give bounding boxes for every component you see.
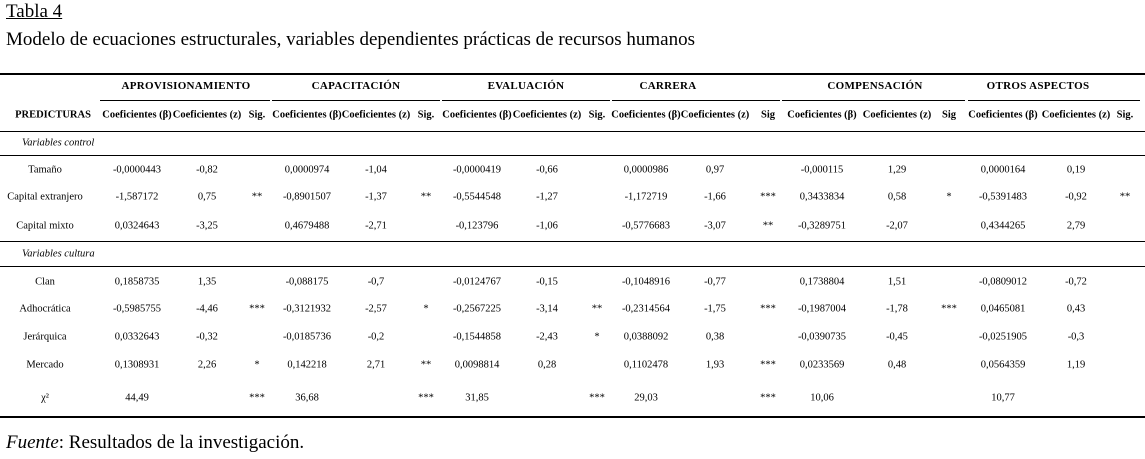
table-cell: -2,43 (536, 331, 558, 343)
table-cell: 10,06 (810, 392, 834, 404)
table-cell: -2,07 (886, 220, 908, 232)
table-rule-3 (0, 241, 1145, 242)
table-cell: 1,35 (197, 276, 217, 288)
table-cell: ** (420, 359, 432, 371)
table-cell: 44,49 (125, 392, 149, 404)
table-cell: -0,5544548 (452, 191, 502, 203)
table-cell: * (254, 359, 260, 371)
table-cell: -0,7 (367, 276, 385, 288)
section-label-control: Variables control (22, 137, 95, 149)
table-cell: *** (760, 392, 776, 404)
table-cell: -0,0185736 (282, 331, 332, 343)
table-cell: -0,77 (704, 276, 726, 288)
table-label: Tabla 4 (6, 1, 63, 22)
table-cell: -1,75 (704, 303, 726, 315)
table-rule-1 (0, 131, 1145, 132)
table-cell: -1,37 (365, 191, 387, 203)
table-cell: -1,78 (886, 303, 908, 315)
column-header: Coeficientes (z) (1041, 109, 1111, 121)
table-cell: -0,72 (1065, 276, 1087, 288)
table-cell: ** (251, 191, 263, 203)
table-cell: -1,66 (704, 191, 726, 203)
column-header: Sig. (1116, 109, 1134, 121)
category-underline (442, 100, 610, 101)
table-cell: -2,71 (365, 220, 387, 232)
table-cell: -0,0000419 (452, 164, 502, 176)
column-header: Coeficientes (β) (272, 109, 342, 121)
table-cell: *** (249, 392, 265, 404)
table-cell: -1,587172 (115, 191, 159, 203)
table-cell: 2,26 (197, 359, 217, 371)
row-label: Mercado (26, 359, 64, 371)
table-cell: 0,0324643 (114, 220, 160, 232)
table-cell: -0,66 (536, 164, 558, 176)
table-cell: ** (591, 303, 603, 315)
table-cell: 0,4679488 (284, 220, 330, 232)
table-cell: -0,5391483 (978, 191, 1028, 203)
table-cell: 0,3433834 (799, 191, 845, 203)
table-cell: -0,123796 (455, 220, 499, 232)
table-cell: 0,142218 (287, 359, 327, 371)
table-cell: * (946, 191, 952, 203)
table-cell: 0,0564359 (980, 359, 1026, 371)
row-label: Clan (35, 276, 55, 288)
table-cell: 0,58 (887, 191, 907, 203)
table-rule-2 (0, 155, 1145, 156)
row-label: Jerárquica (23, 331, 67, 343)
source-label: Fuente (6, 432, 59, 453)
category-underline (272, 100, 440, 101)
table-cell: 0,1102478 (623, 359, 669, 371)
table-cell: -0,0251905 (978, 331, 1028, 343)
row-label: Capital mixto (16, 220, 74, 232)
table-cell: *** (941, 303, 957, 315)
table-cell: 0,0000974 (284, 164, 330, 176)
table-cell: *** (760, 191, 776, 203)
table-cell: -0,45 (886, 331, 908, 343)
table-rule-4 (0, 266, 1145, 267)
table-cell: 0,1308931 (114, 359, 160, 371)
table-cell: -1,04 (365, 164, 387, 176)
table-cell: * (594, 331, 600, 343)
table-cell: 0,0098814 (454, 359, 500, 371)
source-text: : Resultados de la investigación. (58, 432, 305, 453)
table-cell: -0,1048916 (621, 276, 671, 288)
table-cell: 0,0332643 (114, 331, 160, 343)
column-header: Coeficientes (z) (341, 109, 411, 121)
category-header: CAPACITACIÓN (311, 80, 401, 92)
table-cell: 2,79 (1066, 220, 1086, 232)
row-label: Capital extranjero (7, 191, 83, 203)
section-label-culture: Variables cultura (22, 248, 95, 260)
table-cell: 1,51 (887, 276, 907, 288)
table-cell: 2,71 (366, 359, 386, 371)
table-cell: -0,1987004 (797, 303, 847, 315)
table-cell: -4,46 (196, 303, 218, 315)
table-cell: 0,0000164 (980, 164, 1026, 176)
table-cell: -0,3289751 (797, 220, 847, 232)
table-cell: 0,0465081 (980, 303, 1026, 315)
table-cell: -0,0124767 (452, 276, 502, 288)
table-cell: ** (762, 220, 774, 232)
column-header: Coeficientes (z) (172, 109, 242, 121)
table-cell: -3,14 (536, 303, 558, 315)
table-cell: -0,0390735 (797, 331, 847, 343)
row-label: Adhocrática (19, 303, 71, 315)
table-cell: -0,8901507 (282, 191, 332, 203)
table-cell: 0,75 (197, 191, 217, 203)
column-header: Sig. (248, 109, 266, 121)
table-cell: -0,088175 (285, 276, 329, 288)
category-underline (100, 100, 270, 101)
table-cell: -0,3 (1067, 331, 1085, 343)
table-cell: -0,2314564 (621, 303, 671, 315)
table-cell: -0,5776683 (621, 220, 671, 232)
table-cell: -0,1544858 (452, 331, 502, 343)
results-table (0, 73, 1145, 418)
column-header: Sig. (417, 109, 435, 121)
table-cell: 10,77 (991, 392, 1015, 404)
table-rule-5 (0, 416, 1145, 418)
table-cell: *** (249, 303, 265, 315)
table-cell: 0,43 (1066, 303, 1086, 315)
source-note (6, 432, 304, 454)
table-cell: 0,48 (887, 359, 907, 371)
table-cell: -1,06 (536, 220, 558, 232)
table-cell: -1,172719 (624, 191, 668, 203)
category-header: EVALUACIÓN (487, 80, 565, 92)
table-cell: -0,0809012 (978, 276, 1028, 288)
table-cell: -1,27 (536, 191, 558, 203)
table-cell: -3,07 (704, 220, 726, 232)
table-cell: 0,97 (705, 164, 725, 176)
table-cell: 31,85 (465, 392, 489, 404)
table-cell: * (423, 303, 429, 315)
table-cell: -0,92 (1065, 191, 1087, 203)
category-underline (968, 100, 1140, 101)
column-header: Sig (941, 109, 957, 121)
table-cell: 1,19 (1066, 359, 1086, 371)
table-cell: *** (418, 392, 434, 404)
category-underline (612, 100, 780, 101)
column-header: Coeficientes (z) (512, 109, 582, 121)
table-cell: -3,25 (196, 220, 218, 232)
table-cell: *** (760, 359, 776, 371)
table-cell: -0,5985755 (112, 303, 162, 315)
category-underline (782, 100, 965, 101)
column-header: Sig. (588, 109, 606, 121)
table-cell: -2,57 (365, 303, 387, 315)
category-header: OTROS ASPECTOS (986, 80, 1090, 92)
table-cell: 0,0000986 (623, 164, 669, 176)
table-title: Modelo de ecuaciones estructurales, variables dependientes prácticas de recursos humanos (6, 29, 696, 50)
table-cell: -0,32 (196, 331, 218, 343)
table-cell: 0,0388092 (623, 331, 669, 343)
table-cell: 1,93 (705, 359, 725, 371)
table-rule-0 (0, 73, 1145, 75)
column-header: Coeficientes (z) (680, 109, 750, 121)
column-header: Coeficientes (β) (442, 109, 512, 121)
category-header: APROVISIONAMIENTO (121, 80, 251, 92)
table-cell: *** (589, 392, 605, 404)
table-cell: -0,2567225 (452, 303, 502, 315)
table-cell: 36,68 (295, 392, 319, 404)
table-cell: -0,0000443 (112, 164, 162, 176)
table-cell: -0,82 (196, 164, 218, 176)
table-cell: *** (760, 303, 776, 315)
table-cell: 1,29 (887, 164, 907, 176)
table-cell: 29,03 (634, 392, 658, 404)
table-cell: 0,4344265 (980, 220, 1026, 232)
column-header: Coeficientes (β) (102, 109, 172, 121)
table-cell: -0,15 (536, 276, 558, 288)
column-header: Sig (760, 109, 776, 121)
table-cell: 0,19 (1066, 164, 1086, 176)
column-header: Coeficientes (β) (787, 109, 857, 121)
column-header: Coeficientes (β) (611, 109, 681, 121)
table-cell: ** (1119, 191, 1131, 203)
table-cell: -0,3121932 (282, 303, 332, 315)
table-cell: 0,0233569 (799, 359, 845, 371)
column-header: Coeficientes (β) (968, 109, 1038, 121)
table-cell: ** (420, 191, 432, 203)
table-cell: 0,1738804 (799, 276, 845, 288)
table-cell: 0,38 (705, 331, 725, 343)
table-cell: 0,28 (537, 359, 557, 371)
row-label: χ² (41, 392, 49, 404)
table-cell: 0,1858735 (114, 276, 160, 288)
row-label: Tamaño (28, 164, 62, 176)
category-header: COMPENSACIÓN (827, 80, 923, 92)
column-header: Coeficientes (z) (862, 109, 932, 121)
table-cell: -0,2 (367, 331, 385, 343)
category-header: CARRERA (639, 80, 697, 92)
table-cell: -0,000115 (800, 164, 844, 176)
predictors-header: PREDICTURAS (15, 109, 91, 121)
